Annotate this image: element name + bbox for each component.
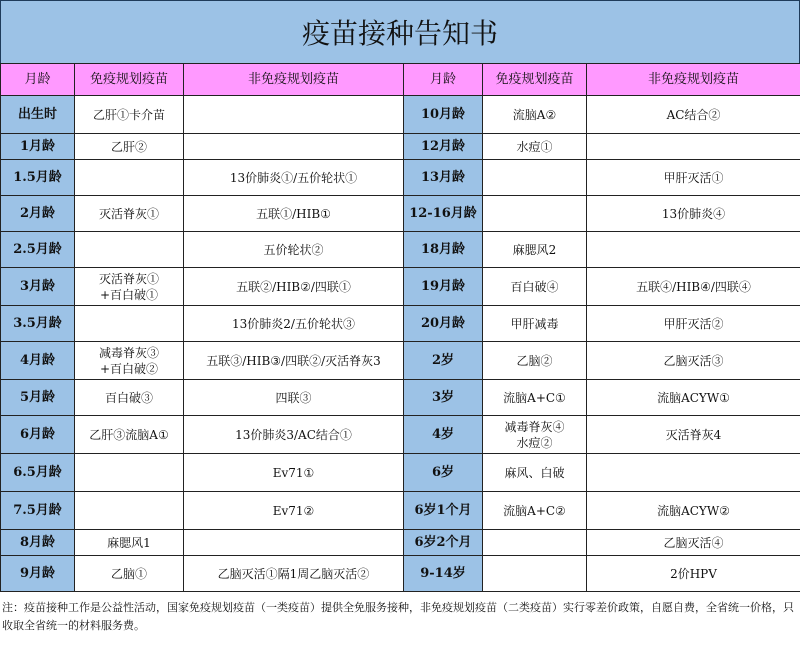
table-row [1,342,800,380]
cell-age-left: 5月龄 [1,380,75,416]
cell-paid-right [587,232,800,268]
cell-paid-left: 13价肺炎①/五价轮状① [184,160,404,196]
table-row [1,134,800,160]
cell-age-right: 12月龄 [404,134,483,160]
cell-paid-right [587,134,800,160]
cell-paid-left: 13价肺炎2/五价轮状③ [184,306,404,342]
cell-age-right: 9-14岁 [404,556,483,592]
cell-free-right: 麻腮风2 [483,232,587,268]
cell-paid-right: 流脑ACYW② [587,492,800,530]
header-paid-right: 非免疫规划疫苗 [587,64,800,96]
cell-age-right: 3岁 [404,380,483,416]
table-row [1,416,800,454]
cell-free-right: 甲肝减毒 [483,306,587,342]
cell-paid-left: 五联①/HIB① [184,196,404,232]
cell-age-left: 9月龄 [1,556,75,592]
cell-age-left: 6月龄 [1,416,75,454]
cell-free-left [75,160,184,196]
cell-free-right [483,556,587,592]
cell-free-right: 麻风、白破 [483,454,587,492]
cell-paid-right: 甲肝灭活① [587,160,800,196]
cell-paid-left: 13价肺炎3/AC结合① [184,416,404,454]
header-free-right: 免疫规划疫苗 [483,64,587,96]
cell-age-left: 2.5月龄 [1,232,75,268]
cell-age-right: 19月龄 [404,268,483,306]
cell-free-right [483,160,587,196]
cell-age-left: 出生时 [1,96,75,134]
table-row [1,306,800,342]
cell-age-left: 3.5月龄 [1,306,75,342]
cell-paid-right: 2价HPV [587,556,800,592]
cell-free-right: 百白破④ [483,268,587,306]
cell-paid-left: 五价轮状② [184,232,404,268]
table-row [1,556,800,592]
cell-free-right [483,196,587,232]
cell-free-right [483,530,587,556]
table-row [1,196,800,232]
table-row [1,268,800,306]
cell-paid-right: 甲肝灭活② [587,306,800,342]
cell-age-right: 13月龄 [404,160,483,196]
cell-age-left: 3月龄 [1,268,75,306]
table-row [1,492,800,530]
cell-free-left [75,232,184,268]
cell-paid-right: 流脑ACYW① [587,380,800,416]
cell-free-right: 减毒脊灰④ 水痘② [483,416,587,454]
header-free-left: 免疫规划疫苗 [75,64,184,96]
cell-age-left: 4月龄 [1,342,75,380]
cell-free-right: 流脑A+C② [483,492,587,530]
cell-free-left: 乙肝③流脑A① [75,416,184,454]
cell-paid-right: AC结合② [587,96,800,134]
cell-free-right: 乙脑② [483,342,587,380]
cell-free-left [75,454,184,492]
cell-paid-left: Ev71① [184,454,404,492]
cell-age-right: 2岁 [404,342,483,380]
cell-age-right: 4岁 [404,416,483,454]
cell-free-right: 流脑A② [483,96,587,134]
table-row [1,530,800,556]
cell-paid-left [184,134,404,160]
cell-paid-left: 乙脑灭活①隔1周乙脑灭活② [184,556,404,592]
cell-age-right: 6岁2个月 [404,530,483,556]
table-row [1,96,800,134]
cell-age-left: 7.5月龄 [1,492,75,530]
cell-paid-right: 乙脑灭活④ [587,530,800,556]
cell-age-right: 12-16月龄 [404,196,483,232]
cell-age-right: 20月龄 [404,306,483,342]
cell-paid-left: Ev71② [184,492,404,530]
cell-paid-right: 乙脑灭活③ [587,342,800,380]
cell-free-right: 水痘① [483,134,587,160]
cell-free-left: 乙脑① [75,556,184,592]
page-title: 疫苗接种告知书 [0,0,800,64]
cell-free-left [75,306,184,342]
cell-paid-left: 五联③/HIB③/四联②/灭活脊灰3 [184,342,404,380]
cell-paid-left: 五联②/HIB②/四联① [184,268,404,306]
cell-free-left: 灭活脊灰① +百白破① [75,268,184,306]
table-row [1,232,800,268]
cell-age-left: 8月龄 [1,530,75,556]
header-paid-left: 非免疫规划疫苗 [184,64,404,96]
cell-age-left: 2月龄 [1,196,75,232]
cell-age-left: 1月龄 [1,134,75,160]
header-row [1,64,800,96]
table-row [1,454,800,492]
header-age-right: 月龄 [404,64,483,96]
cell-paid-right: 13价肺炎④ [587,196,800,232]
cell-age-right: 18月龄 [404,232,483,268]
cell-free-right: 流脑A+C① [483,380,587,416]
cell-free-left: 麻腮风1 [75,530,184,556]
cell-age-right: 10月龄 [404,96,483,134]
table-row [1,380,800,416]
cell-free-left: 减毒脊灰③ +百白破② [75,342,184,380]
vaccine-schedule-table [0,63,800,592]
cell-paid-right: 五联④/HIB④/四联④ [587,268,800,306]
cell-age-right: 6岁1个月 [404,492,483,530]
cell-age-left: 1.5月龄 [1,160,75,196]
cell-age-left: 6.5月龄 [1,454,75,492]
cell-age-right: 6岁 [404,454,483,492]
cell-paid-left [184,530,404,556]
table-row [1,160,800,196]
cell-paid-right [587,454,800,492]
cell-free-left: 百白破③ [75,380,184,416]
cell-free-left: 乙肝①卡介苗 [75,96,184,134]
cell-paid-left: 四联③ [184,380,404,416]
schedule-body [1,96,800,592]
cell-paid-left [184,96,404,134]
cell-free-left: 乙肝② [75,134,184,160]
header-age-left: 月龄 [1,64,75,96]
cell-paid-right: 灭活脊灰4 [587,416,800,454]
cell-free-left [75,492,184,530]
cell-free-left: 灭活脊灰① [75,196,184,232]
footnote: 注：疫苗接种工作是公益性活动，国家免疫规划疫苗（一类疫苗）提供全免服务接种，非免疫规划疫苗（二类疫苗）实行零差价政策，自愿自费，全省统一价格，只收取全省统一的材料服务费。 [2,601,794,632]
